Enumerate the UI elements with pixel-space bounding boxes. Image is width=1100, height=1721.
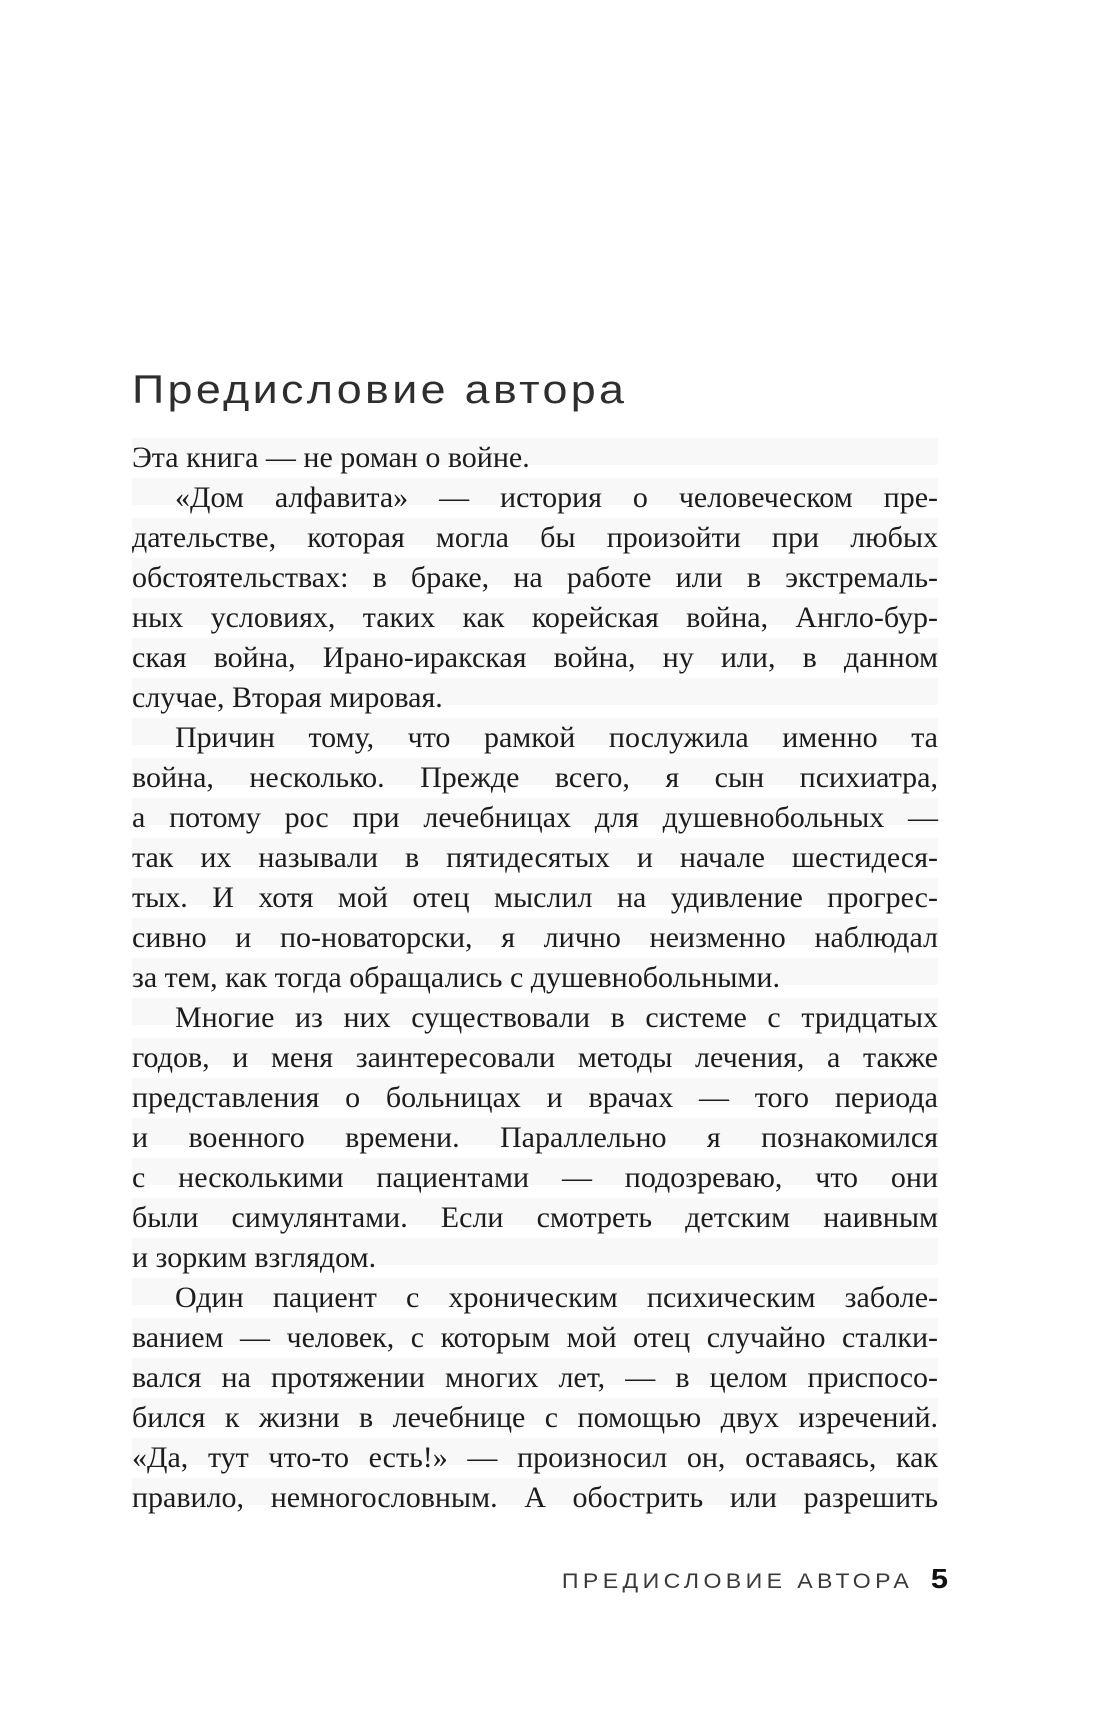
text-line: Один пациент с хроническим психическим заболе- — [175, 1281, 938, 1314]
text-line: сивно и по-новаторски, я лично неизменно наблюдал — [132, 921, 938, 954]
text-line: ных условиях, таких как корейская война, Англо-бур- — [132, 601, 938, 634]
text-line: так их называли в пятидесятых и начале шестидеся- — [132, 841, 938, 874]
text-line: годов, и меня заинтересовали методы лечения, а также — [132, 1041, 938, 1074]
text-line: представления о больницах и врачах — того периода — [132, 1081, 938, 1114]
text-line: бился к жизни в лечебнице с помощью двух изречений. — [132, 1401, 938, 1434]
text-line: ская война, Ирано-иракская война, ну или, в данном — [132, 641, 938, 674]
text-line: дательстве, которая могла бы произойти при любых — [132, 521, 938, 554]
text-line: война, несколько. Прежде всего, я сын психиатра, — [132, 761, 938, 794]
text-line: Причин тому, что рамкой послужила именно та — [175, 721, 938, 754]
running-title: ПРЕДИСЛОВИЕ АВТОРА — [561, 1570, 914, 1593]
text-line: за тем, как тогда обращались с душевнобольными. — [132, 961, 780, 994]
text-line: и зорким взглядом. — [132, 1241, 377, 1274]
text-line: и военного времени. Параллельно я познакомился — [132, 1121, 938, 1154]
text-line: Многие из них существовали в системе с тридцатых — [175, 1001, 938, 1034]
text-line: «Да, тут что-то есть!» — произносил он, оставаясь, как — [132, 1441, 938, 1474]
text-line: ванием — человек, с которым мой отец случайно сталки- — [132, 1321, 938, 1354]
text-line: были симулянтами. Если смотреть детским наивным — [132, 1201, 938, 1234]
page-footer — [562, 1563, 948, 1595]
text-line: Эта книга — не роман о войне. — [132, 441, 530, 474]
text-line: с несколькими пациентами — подозреваю, что они — [132, 1161, 938, 1194]
text-line: случае, Вторая мировая. — [132, 681, 443, 714]
text-line: а потому рос при лечебницах для душевнобольных — — [132, 801, 938, 834]
text-line: вался на протяжении многих лет, — в целом приспосо- — [132, 1361, 938, 1394]
body-text — [132, 438, 938, 1518]
chapter-title: Предисловие автора — [132, 368, 628, 412]
page-number: 5 — [930, 1563, 948, 1594]
text-line: тых. И хотя мой отец мыслил на удивление прогрес- — [132, 881, 938, 914]
text-line: обстоятельствах: в браке, на работе или в экстремаль- — [132, 561, 938, 594]
text-line: «Дом алфавита» — история о человеческом пре- — [175, 481, 938, 514]
text-line: правило, немногословным. А обострить или разрешить — [132, 1481, 938, 1514]
